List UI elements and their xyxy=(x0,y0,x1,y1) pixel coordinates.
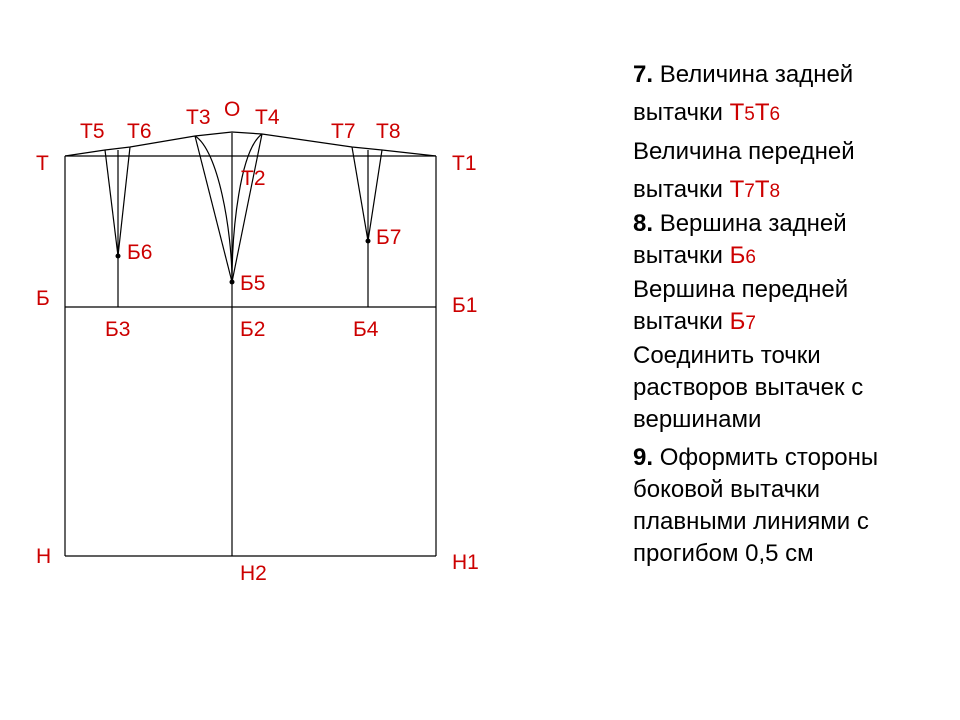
point-ref-b7: Б7 xyxy=(729,308,756,335)
point-ref-b6: Б6 xyxy=(729,242,756,269)
label-t7: Т7 xyxy=(331,120,356,143)
label-t: Т xyxy=(36,152,49,175)
label-t6: Т6 xyxy=(127,120,152,143)
label-b5: Б5 xyxy=(240,272,266,295)
point-b5 xyxy=(230,280,235,285)
step-9-line-4: прогибом 0,5 см xyxy=(633,540,814,567)
step-8-line-3: Вершина передней xyxy=(633,276,849,303)
step-8-line-2: вытачки xyxy=(633,242,723,269)
label-b1: Б1 xyxy=(452,294,478,317)
step-7-line-3: Величина передней xyxy=(633,138,855,165)
label-t1: Т1 xyxy=(452,152,477,175)
label-b7: Б7 xyxy=(376,226,402,249)
label-b: Б xyxy=(36,287,50,310)
step-7-line-4: вытачки xyxy=(633,176,723,203)
label-h2: Н2 xyxy=(240,562,267,585)
point-b6 xyxy=(116,254,121,259)
step-8-line-6: растворов вытачек с xyxy=(633,374,864,401)
step-7-front-dart xyxy=(633,133,855,211)
label-t4: Т4 xyxy=(255,106,280,129)
label-b4: Б4 xyxy=(353,318,379,341)
label-o: О xyxy=(224,98,241,121)
step-9-number: 9. xyxy=(633,444,654,471)
label-t3: Т3 xyxy=(186,106,211,129)
step-7-line-1: Величина задней xyxy=(659,61,854,88)
step-8-number: 8. xyxy=(633,210,654,237)
label-h: Н xyxy=(36,545,52,568)
label-b6: Б6 xyxy=(127,241,153,264)
step-8-line-1: Вершина задней xyxy=(659,210,847,237)
label-b2: Б2 xyxy=(240,318,266,341)
point-b7 xyxy=(366,239,371,244)
step-7-line-2: вытачки xyxy=(633,99,723,126)
point-ref-t5t6: Т5Т6 xyxy=(729,99,781,126)
step-8-line-7: вершинами xyxy=(633,406,762,433)
label-h1: Н1 xyxy=(452,551,479,574)
label-t2: Т2 xyxy=(241,167,266,190)
side-dart-left-straight xyxy=(195,136,232,282)
label-t8: Т8 xyxy=(376,120,401,143)
step-9-line-2: боковой вытачки xyxy=(633,476,821,503)
back-dart-left xyxy=(105,150,118,256)
step-9-line-3: плавными линиями с xyxy=(633,508,869,535)
step-8-line-5: Соединить точки xyxy=(633,342,821,369)
back-dart-right xyxy=(118,147,130,256)
step-7-number: 7. xyxy=(633,61,654,88)
step-9 xyxy=(633,442,878,570)
step-9-line-1: Оформить стороны xyxy=(659,444,879,471)
step-8 xyxy=(633,208,863,436)
label-t5: Т5 xyxy=(80,120,105,143)
front-dart-left xyxy=(352,147,368,241)
label-b3: Б3 xyxy=(105,318,131,341)
step-8-line-4: вытачки xyxy=(633,308,723,335)
point-ref-t7t8: Т7Т8 xyxy=(729,176,781,203)
step-7-back-dart xyxy=(633,56,853,134)
